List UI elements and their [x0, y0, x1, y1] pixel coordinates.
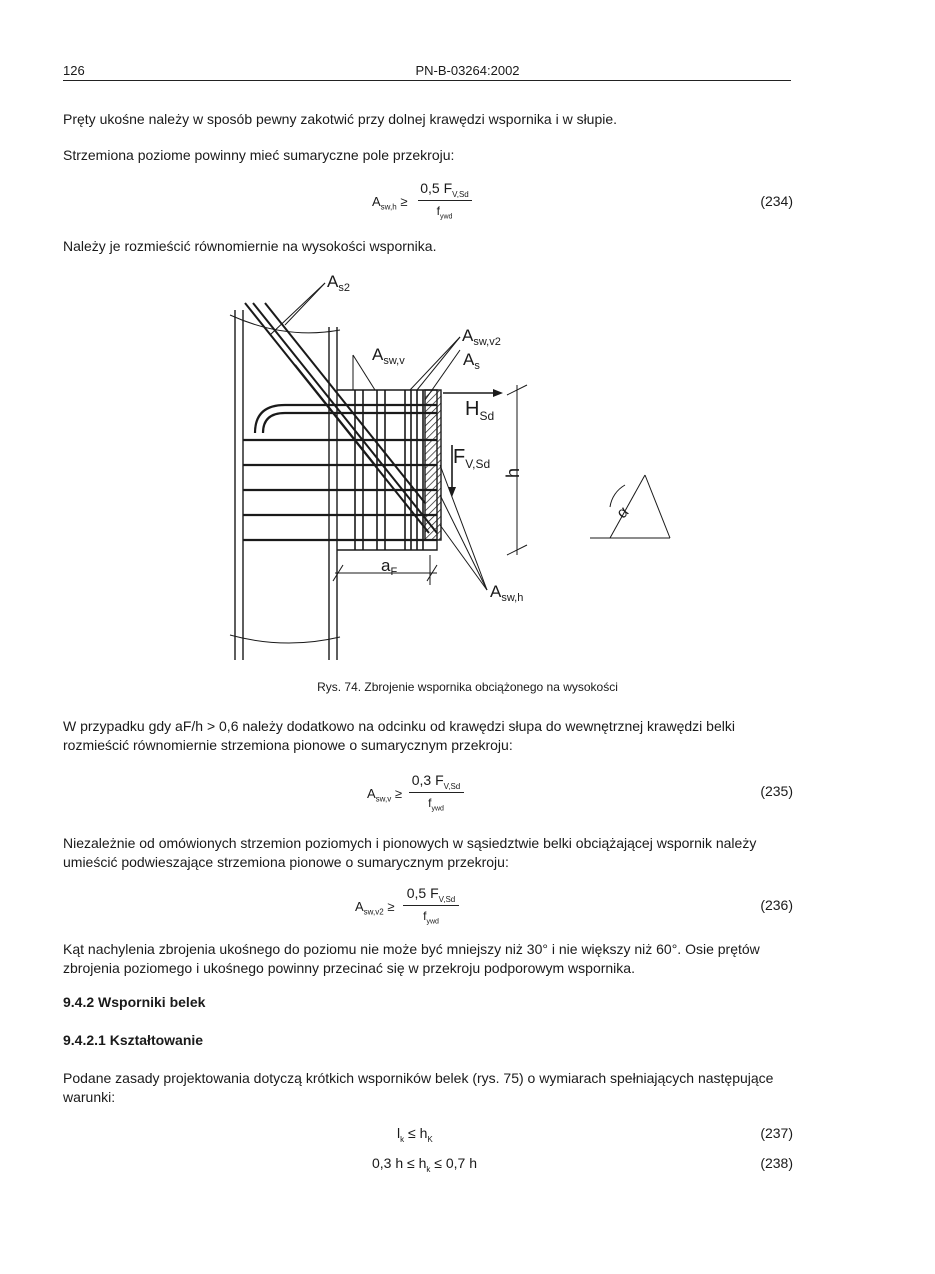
paragraph-4: W przypadku gdy aF/h > 0,6 należy dodatkowo na odcinku od krawędzi słupa do wewnętrznej krawędzi belki rozmieścić równomiernie strzemiona pionowe o sumarycznym przekroju:: [63, 718, 735, 753]
eq235-lhs: $A_{sw,v}$ ≥: [367, 786, 402, 804]
equation-number-238: (238): [760, 1155, 793, 1171]
horizontal-stirrups: [243, 405, 437, 540]
paragraph-3: Należy je rozmieścić równomiernie na wysokości wspornika.: [63, 238, 437, 254]
label-alpha: α: [613, 503, 633, 523]
figure-caption: Rys. 74. Zbrojenie wspornika obciążonego na wysokości: [317, 680, 618, 694]
column-break-bottom: [230, 635, 340, 643]
equation-number-236: (236): [760, 897, 793, 913]
eq235-numerator: 0,3 $F_{V,Sd}$: [411, 772, 461, 791]
eq236-fraction-bar: [403, 905, 459, 906]
label-aswv: $A_{sw,v}$: [372, 345, 405, 367]
label-hsd: $H_{Sd}$: [465, 398, 495, 423]
eq234-denominator: $f_{ywd}$: [436, 204, 453, 221]
eq234-numerator: 0,5 $F_{V,Sd}$: [420, 180, 469, 199]
equation-236: [355, 885, 470, 931]
bearing-plate: [425, 390, 441, 540]
diagonal-bars: [245, 303, 437, 533]
heading-9421: 9.4.2.1 Kształtowanie: [63, 1032, 204, 1048]
label-as: $A_s$: [463, 350, 480, 372]
equation-number-237: (237): [760, 1125, 793, 1141]
paragraph-6: Kąt nachylenia zbrojenia ukośnego do poziomu nie może być mniejszy niż 30° i nie większy niż 60°. Osie prętów zbrojenia poziomego i ukośnego powinny przecinać się w przekroju podporowym wspornika.: [63, 941, 760, 976]
column-break-top: [230, 315, 340, 333]
equation-234: [372, 180, 482, 226]
eq236-lhs: $A_{sw,v2}$ ≥: [355, 899, 395, 917]
paragraph-5: Niezależnie od omówionych strzemion poziomych i pionowych w sąsiedztwie belki obciążającej wspornik należy umieścić podwieszające strzemiona pionowe o sumarycznym przekroju:: [63, 835, 757, 870]
header-rule: [63, 80, 791, 81]
eq235-fraction-bar: [409, 792, 464, 793]
leader-lines: [270, 283, 487, 590]
label-fvsd: $F_{V,Sd}$: [453, 446, 491, 471]
paragraph-7: Podane zasady projektowania dotyczą krótkich wsporników belek (rys. 75) o wymiarach spełniających następujące warunki:: [63, 1070, 774, 1105]
standard-title: PN-B-03264:2002: [415, 63, 520, 78]
eq235-denominator: $f_{ywd}$: [428, 796, 444, 813]
eq236-denominator: $f_{ywd}$: [423, 909, 439, 926]
equation-number-234: (234): [760, 193, 793, 209]
equation-238: 0,3 $h \le h_k \le 0,7$ h: [372, 1155, 477, 1174]
equation-number-235: (235): [760, 783, 793, 799]
eq234-fraction-bar: [418, 200, 472, 201]
label-h: h: [503, 467, 523, 478]
page-number: 126: [63, 63, 85, 78]
label-af: $a_F$: [381, 556, 398, 578]
angle-diagram: [590, 475, 670, 538]
label-as2: $A_{s2}$: [327, 272, 350, 294]
paragraph-1: Pręty ukośne należy w sposób pewny zakotwić przy dolnej krawędzi wspornika i w słupie.: [63, 111, 618, 127]
eq236-numerator: 0,5 $F_{V,Sd}$: [406, 885, 456, 904]
paragraph-2: Strzemiona poziome powinny mieć sumaryczne pole przekroju:: [63, 147, 455, 163]
equation-235: [367, 772, 477, 818]
label-aswv2: $A_{sw,v2}$: [462, 326, 501, 348]
reinforcement-figure: [225, 265, 685, 670]
label-aswh: $A_{sw,h}$: [490, 582, 524, 604]
heading-942: 9.4.2 Wsporniki belek: [63, 994, 206, 1010]
eq234-lhs: $A_{sw,h}$ ≥: [372, 194, 408, 212]
equation-237: $l_k \le h_K$: [397, 1125, 433, 1144]
